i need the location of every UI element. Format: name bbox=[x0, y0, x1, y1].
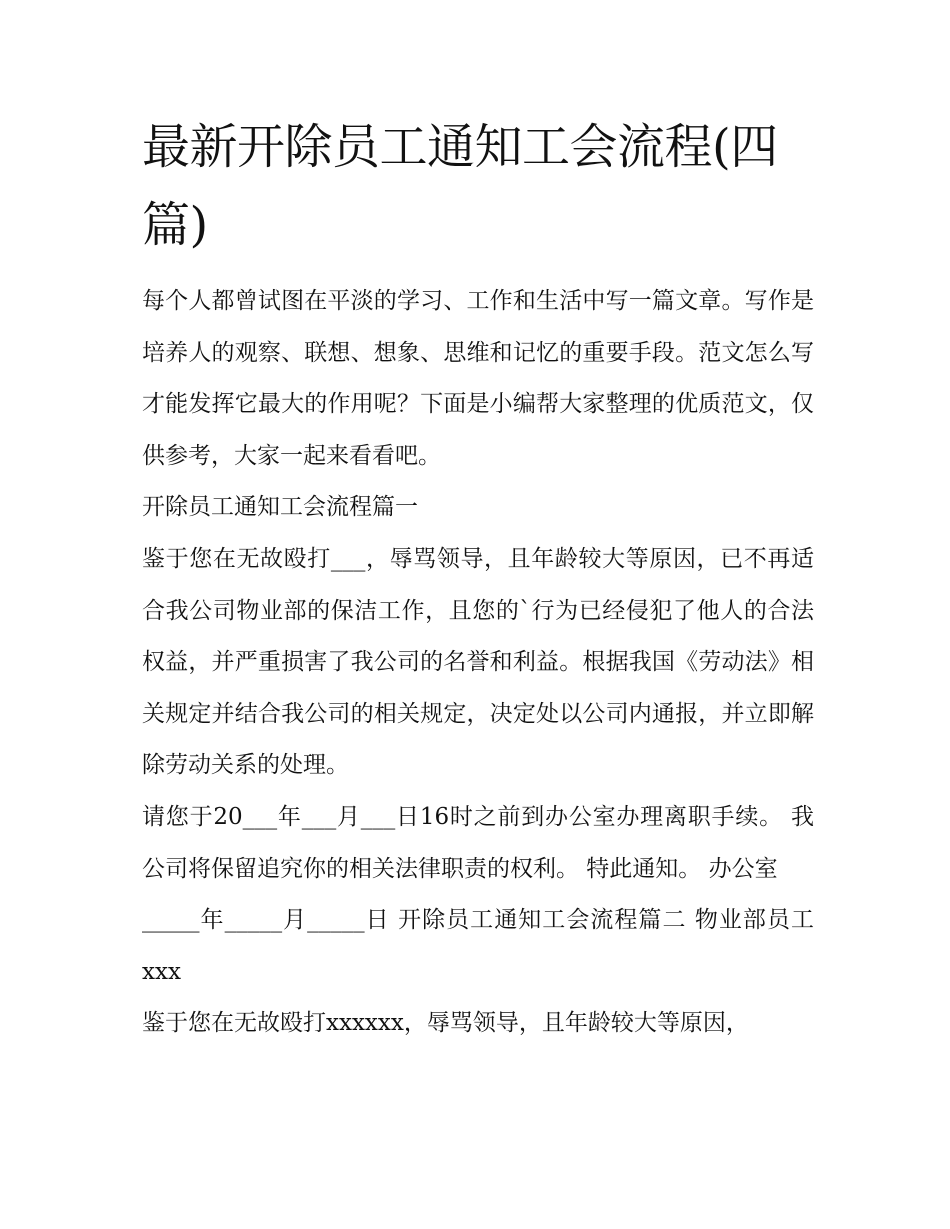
notice-paragraph-2: 请您于20___年___月___日16时之前到办公室办理离职手续。 我公司将保留追究你的相关法律职责的权利。 特此通知。 办公室 bbox=[142, 803, 814, 882]
date-and-section-heading-2: _____年_____月_____日 开除员工通知工会流程篇二 物业部员工xxx bbox=[142, 907, 814, 985]
intro-paragraph: 每个人都曾试图在平淡的学习、工作和生活中写一篇文章。写作是培养人的观察、联想、想象、思维和记忆的重要手段。范文怎么写才能发挥它最大的作用呢？下面是小编帮大家整理的优质范文，仅供参考，大家一起来看看吧。 bbox=[142, 288, 814, 469]
document-page bbox=[142, 108, 814, 1050]
section-heading-1: 开除员工通知工会流程篇一 bbox=[142, 494, 418, 521]
notice-paragraph-1: 鉴于您在无故殴打___，辱骂领导，且年龄较大等原因，已不再适合我公司物业部的保洁工作，且您的`行为已经侵犯了他人的合法权益，并严重损害了我公司的名誉和利益。根据我国《劳动法》相关规定并结合我公司的相关规定，决定处以公司内通报，并立即解除劳动关系的处理。 bbox=[142, 545, 814, 779]
document-title: 最新开除员工通知工会流程(四篇) bbox=[142, 119, 778, 253]
notice-paragraph-3: 鉴于您在无故殴打xxxxxx，辱骂领导，且年龄较大等原因， bbox=[142, 1010, 749, 1037]
